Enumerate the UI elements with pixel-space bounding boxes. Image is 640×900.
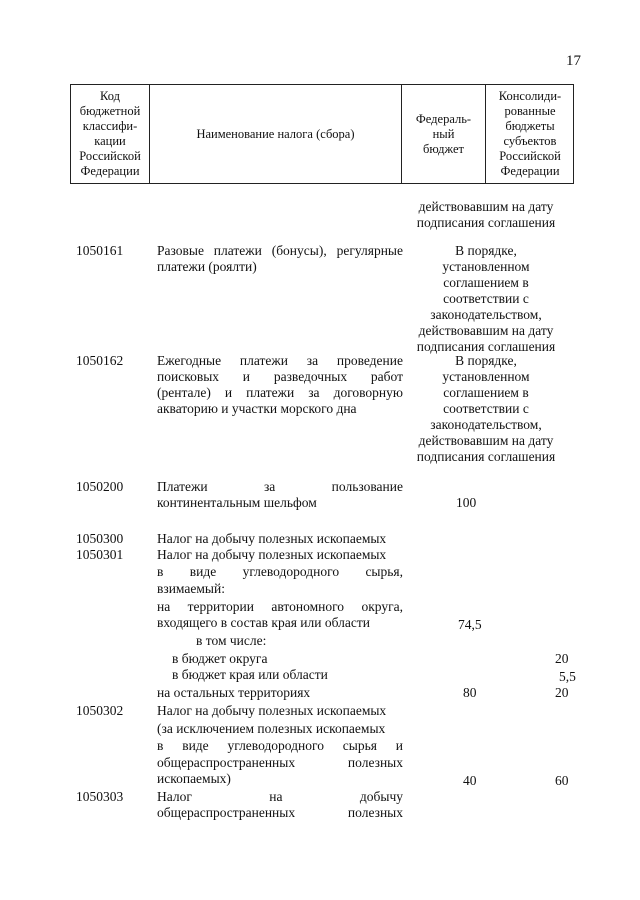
row-name-line: (рентале) и платежи за договорную <box>157 385 403 400</box>
header-name: Наименование налога (сбора) <box>196 126 355 141</box>
row-subitem: на остальных территориях <box>157 685 311 700</box>
consolidated-value: 20 <box>555 685 569 700</box>
table-header <box>70 84 574 184</box>
federal-value: 74,5 <box>458 617 482 632</box>
row-name-line: акваторию и участки морского дна <box>157 401 357 416</box>
row-name-line: Налог на добычу полезных ископаемых <box>157 531 387 546</box>
consolidated-value: 20 <box>555 651 569 666</box>
continuation-note: действовавшим на дату подписания соглашения <box>416 199 556 230</box>
row-name-line: Разовые платежи (бонусы), регулярные <box>157 243 403 258</box>
row-name-line: континентальным шельфом <box>157 495 317 510</box>
header-consolidated: Консолиди- рованные бюджеты субъектов Российской Федерации <box>498 89 562 178</box>
row-name-line: на территории автономного округа, <box>157 599 403 614</box>
row-subitem: в бюджет округа <box>172 651 268 666</box>
row-name-line: платежи (роялти) <box>157 259 257 274</box>
row-code: 1050161 <box>76 243 124 258</box>
row-name-line: (за исключением полезных ископаемых <box>157 721 386 736</box>
row-name-line: взимаемый: <box>157 581 225 596</box>
federal-value: 100 <box>456 495 477 510</box>
row-name-line: общераспространенных полезных <box>157 755 403 770</box>
page-number: 17 <box>566 53 581 69</box>
row-name-line: Налог на добычу <box>157 789 403 804</box>
row-name-line: общераспространенных полезных <box>157 805 403 820</box>
row-note: В порядке, установленном соглашением в соответствии с законодательством, действовавшим на дату подписания соглашения <box>416 243 556 354</box>
row-code: 1050302 <box>76 703 124 718</box>
federal-value: 80 <box>463 685 477 700</box>
row-name-line: Налог на добычу полезных ископаемых <box>157 703 387 718</box>
header-federal: Федераль- ный бюджет <box>415 111 472 156</box>
federal-value: 40 <box>463 773 477 788</box>
row-code: 1050301 <box>76 547 124 562</box>
row-name-line: Ежегодные платежи за проведение <box>157 353 403 368</box>
row-subheading: в том числе: <box>196 633 267 648</box>
row-code: 1050303 <box>76 789 124 804</box>
consolidated-value: 5,5 <box>559 669 576 684</box>
row-name-line: Налог на добычу полезных ископаемых <box>157 547 387 562</box>
row-subitem: в бюджет края или области <box>172 667 328 682</box>
header-code: Код бюджетной классифи- кации Российской Федерации <box>79 89 141 178</box>
row-note: В порядке, установленном соглашением в соответствии с законодательством, действовавшим на дату подписания соглашения <box>416 353 556 464</box>
row-code: 1050300 <box>76 531 124 546</box>
row-code: 1050200 <box>76 479 124 494</box>
row-name-line: Платежи за пользование <box>157 479 403 494</box>
row-code: 1050162 <box>76 353 124 368</box>
row-name-line: в виде углеводородного сырья и <box>157 738 403 753</box>
row-name-line: ископаемых) <box>157 771 231 786</box>
row-name-line: в виде углеводородного сырья, <box>157 564 403 579</box>
consolidated-value: 60 <box>555 773 569 788</box>
row-name-line: поисковых и разведочных работ <box>157 369 403 384</box>
row-name-line: входящего в состав края или области <box>157 615 370 630</box>
